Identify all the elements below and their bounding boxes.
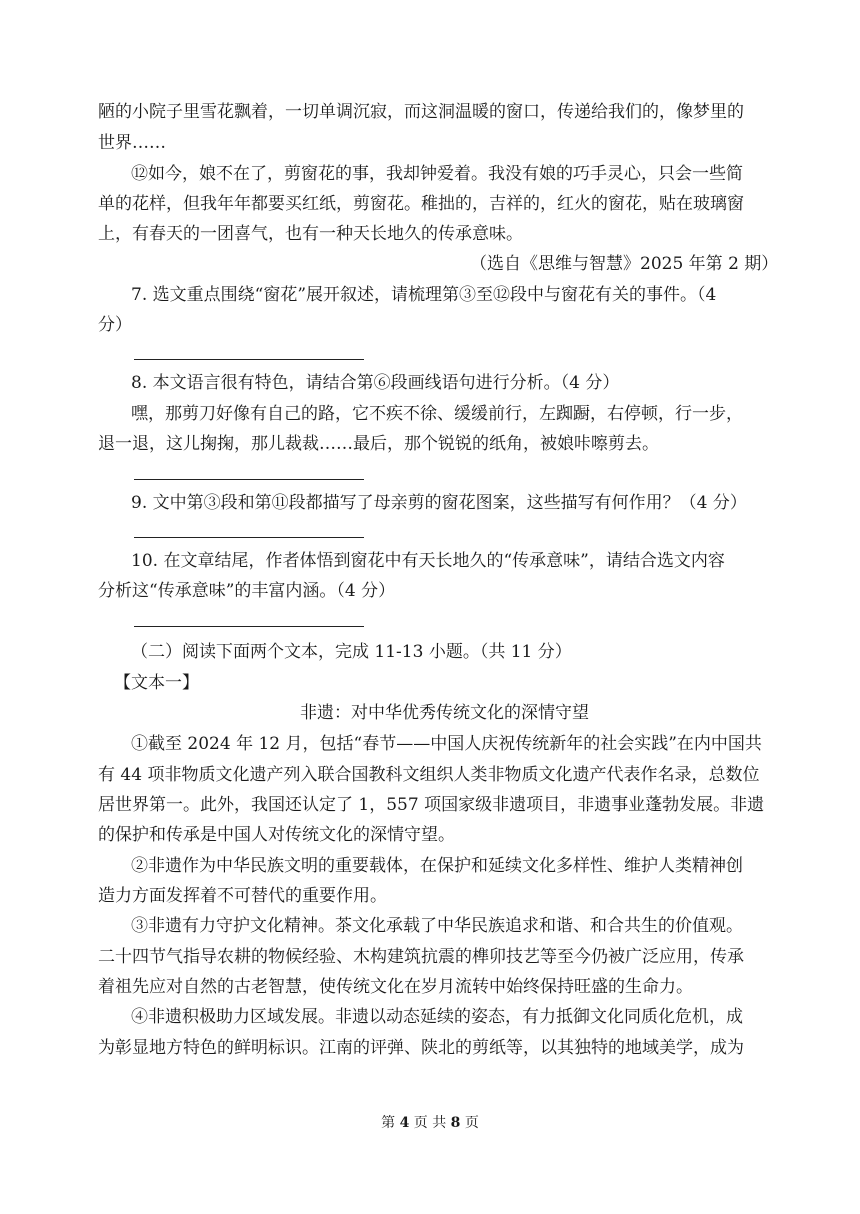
question-7: 7. 选文重点围绕“窗花”展开叙述，请梳理第③至⑫段中与窗花有关的事件。（4: [131, 285, 717, 305]
quoted-sentence: 嘿，那剪刀好像有自己的路，它不疾不徐、缓缓前行，左踟蹰，右停顿，行一步，: [131, 404, 743, 424]
footer-middle: 页 共: [409, 1115, 451, 1131]
text-line: 单的花样，但我年年都要买红纸，剪窗花。稚拙的，吉祥的，红火的窗花，贴在玻璃窗: [98, 194, 744, 214]
footer-prefix: 第: [381, 1115, 400, 1131]
footer-page-number: 4: [399, 1115, 410, 1131]
quoted-sentence: 退一退，这儿掬掬，那儿裁裁……最后，那个锐锐的纸角，被娘咔嚓剪去。: [98, 434, 659, 454]
text-line: ⑫如今，娘不在了，剪窗花的事，我却钟爱着。我没有娘的巧手灵心，只会一些简: [131, 164, 743, 184]
paragraph-line: ③非遗有力守护文化精神。茶文化承载了中华民族追求和谐、和合共生的价值观。: [131, 916, 743, 936]
paragraph-line: 着祖先应对自然的古老智慧，使传统文化在岁月流转中始终保持旺盛的生命力。: [98, 977, 693, 997]
text-line: 上，有春天的一团喜气，也有一种天长地久的传承意味。: [98, 224, 523, 244]
answer-line-q7[interactable]: [134, 359, 364, 360]
answer-line-q8[interactable]: [134, 479, 364, 480]
paragraph-line: ①截至 2024 年 12 月，包括“春节——中国人庆祝传统新年的社会实践”在内中国共: [131, 734, 762, 754]
paragraph-line: 有 44 项非物质文化遗产列入联合国教科文组织人类非物质文化遗产代表作名录，总数位: [98, 765, 760, 785]
question-10: 10. 在文章结尾，作者体悟到窗花中有天长地久的“传承意味”，请结合选文内容: [131, 551, 725, 571]
paragraph-line: 的保护和传承是中国人对传统文化的深情守望。: [98, 825, 455, 845]
source-citation: （选自《思维与智慧》2025 年第 2 期）: [470, 254, 779, 274]
paragraph-line: 为彰显地方特色的鲜明标识。江南的评弹、陕北的剪纸等，以其独特的地域美学，成为: [98, 1038, 744, 1058]
article-title: 非遗：对中华优秀传统文化的深情守望: [300, 703, 589, 723]
question-7-cont: 分）: [98, 315, 132, 335]
answer-line-q10[interactable]: [134, 626, 364, 627]
text-label: 【文本一】: [114, 673, 199, 693]
question-10-cont: 分析这“传承意味”的丰富内涵。（4 分）: [98, 581, 396, 601]
section-heading: （二）阅读下面两个文本，完成 11-13 小题。（共 11 分）: [131, 642, 572, 662]
paragraph-line: 居世界第一。此外，我国还认定了 1，557 项国家级非遗项目，非遗事业蓬勃发展。非遗: [98, 795, 765, 815]
paragraph-line: ②非遗作为中华民族文明的重要载体，在保护和延续文化多样性、维护人类精神创: [131, 856, 743, 876]
page-footer: [0, 1113, 860, 1133]
text-line: 陋的小院子里雪花飘着，一切单调沉寂，而这洞温暖的窗口，传递给我们的，像梦里的: [98, 102, 744, 122]
question-8: 8. 本文语言很有特色，请结合第⑥段画线语句进行分析。（4 分）: [131, 373, 620, 393]
paragraph-line: ④非遗积极助力区域发展。非遗以动态延续的姿态，有力抵御文化同质化危机，成: [131, 1007, 743, 1027]
footer-total-pages: 8: [450, 1115, 461, 1131]
text-line: 世界……: [98, 133, 166, 153]
answer-line-q9[interactable]: [134, 537, 364, 538]
question-9: 9. 文中第③段和第⑪段都描写了母亲剪的窗花图案，这些描写有何作用？（4 分）: [131, 493, 747, 513]
footer-suffix: 页: [460, 1115, 479, 1131]
paragraph-line: 造力方面发挥着不可替代的重要作用。: [98, 886, 387, 906]
paragraph-line: 二十四节气指导农耕的物候经验、木构建筑抗震的榫卯技艺等至今仍被广泛应用，传承: [98, 947, 744, 967]
